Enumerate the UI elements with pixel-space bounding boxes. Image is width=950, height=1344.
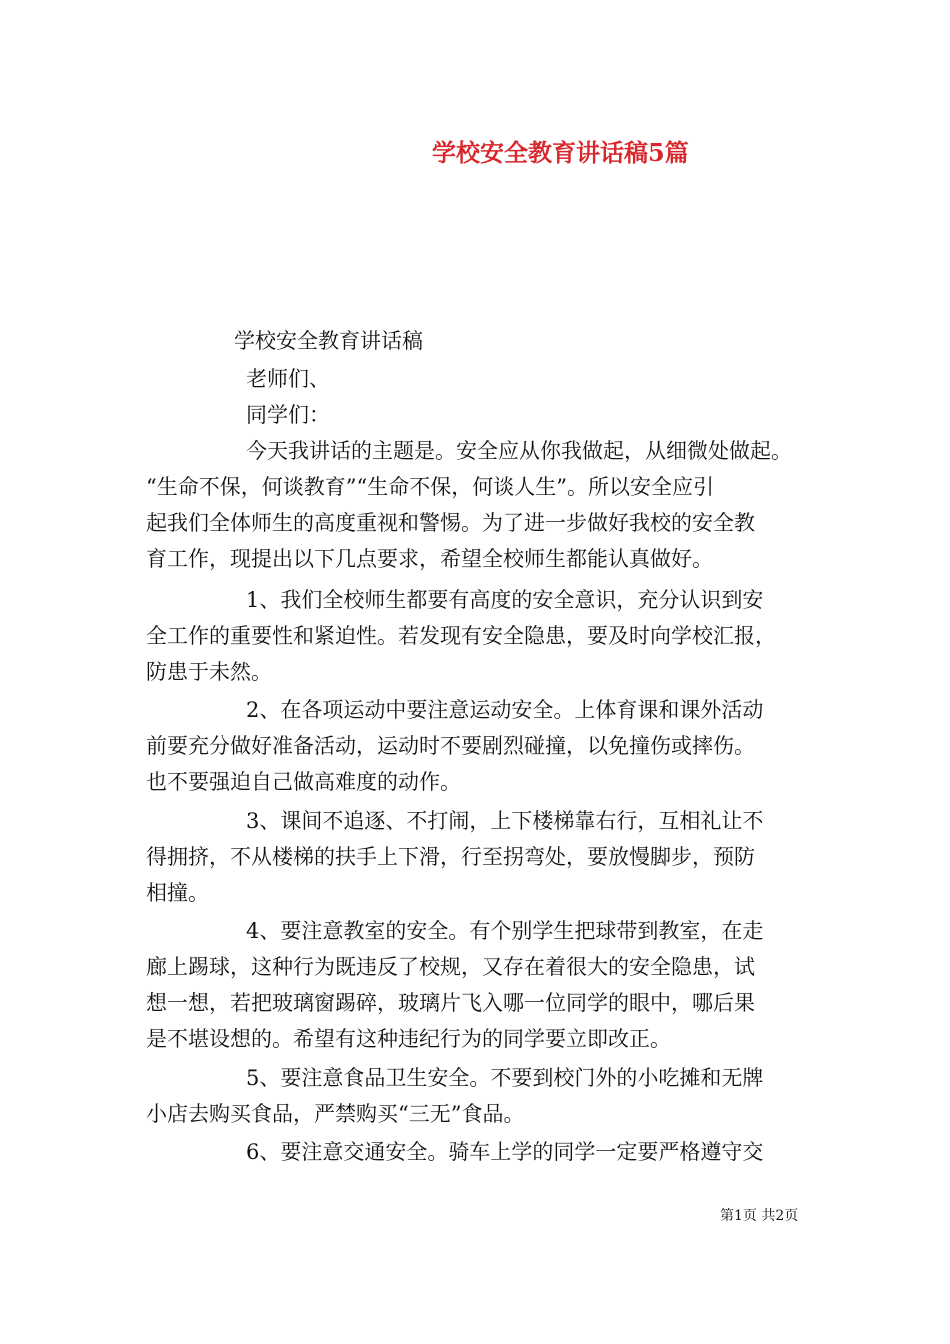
body-line: 防患于未然。: [146, 660, 272, 684]
salutation-teachers: 老师们、: [246, 367, 330, 391]
body-line: 6、要注意交通安全。骑车上学的同学一定要严格遵守交: [246, 1140, 764, 1164]
body-line: 廊上踢球，这种行为既违反了校规，又存在着很大的安全隐患，试: [146, 955, 755, 979]
body-line: 起我们全体师生的高度重视和警惕。为了进一步做好我校的安全教: [146, 511, 755, 535]
body-line: 也不要强迫自己做高难度的动作。: [146, 770, 461, 794]
body-line: 3、课间不追逐、不打闹，上下楼梯靠右行，互相礼让不: [246, 809, 764, 833]
body-line: 前要充分做好准备活动，运动时不要剧烈碰撞，以免撞伤或摔伤。: [146, 734, 755, 758]
body-line: 4、要注意教室的安全。有个别学生把球带到教室，在走: [246, 919, 764, 943]
body-line: 育工作，现提出以下几点要求，希望全校师生都能认真做好。: [146, 547, 713, 571]
page-footer: 第1页 共2页: [720, 1208, 799, 1224]
body-line: 小店去购买食品，严禁购买“三无”食品。: [146, 1102, 525, 1126]
body-line: 5、要注意食品卫生安全。不要到校门外的小吃摊和无牌: [246, 1066, 764, 1090]
body-line: 得拥挤，不从楼梯的扶手上下滑，行至拐弯处，要放慢脚步，预防: [146, 845, 755, 869]
body-line: 2、在各项运动中要注意运动安全。上体育课和课外活动: [246, 698, 764, 722]
document-subtitle: 学校安全教育讲话稿: [234, 329, 423, 353]
body-line: 是不堪设想的。希望有这种违纪行为的同学要立即改正。: [146, 1027, 671, 1051]
body-line: “生命不保，何谈教育”“生命不保，何谈人生”。所以安全应引: [146, 475, 714, 499]
body-line: 相撞。: [146, 881, 209, 905]
salutation-students: 同学们：: [246, 403, 330, 427]
document-title: 学校安全教育讲话稿5篇: [432, 138, 689, 167]
body-line: 1、我们全校师生都要有高度的安全意识，充分认识到安: [246, 588, 764, 612]
body-line: 全工作的重要性和紧迫性。若发现有安全隐患，要及时向学校汇报，: [146, 624, 776, 648]
body-line: 今天我讲话的主题是。安全应从你我做起，从细微处做起。: [246, 439, 792, 463]
body-line: 想一想，若把玻璃窗踢碎，玻璃片飞入哪一位同学的眼中，哪后果: [146, 991, 755, 1015]
